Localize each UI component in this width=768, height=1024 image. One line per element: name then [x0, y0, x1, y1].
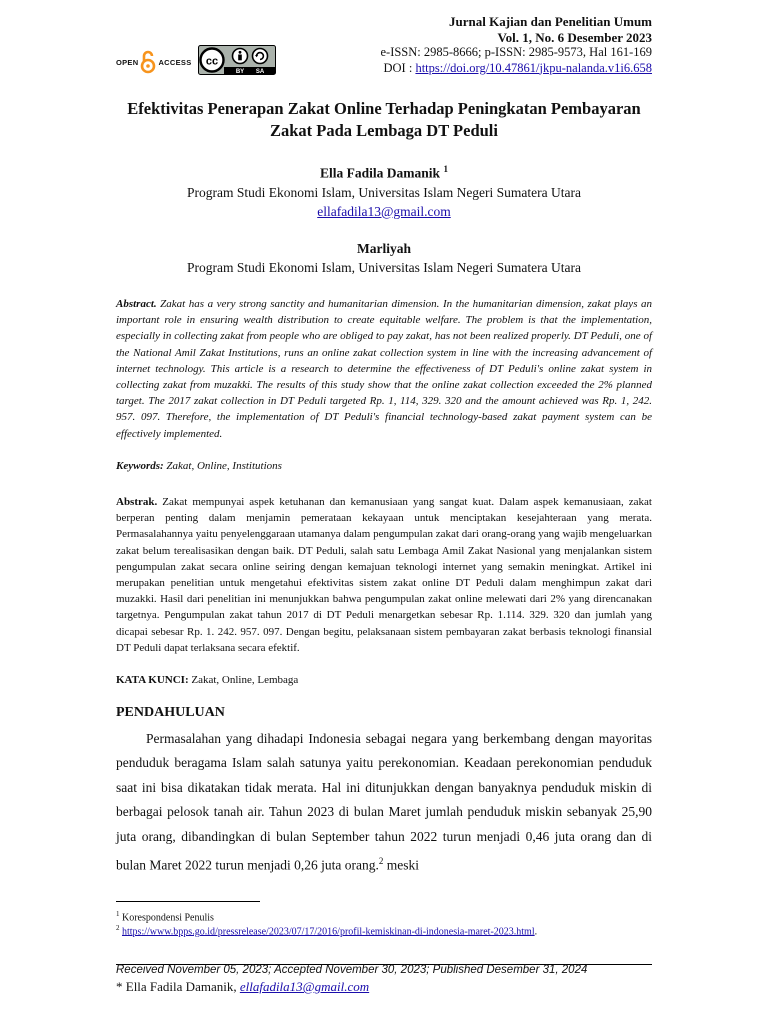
section-heading: PENDAHULUAN [116, 705, 225, 720]
doi-link[interactable]: https://doi.org/10.47861/jkpu-nalanda.v1i6.658 [415, 60, 652, 75]
footnote-2: $^2$ https://www.bpps.go.id/pressrelease/2023/07/17/2016/profil-kemiskinan-di-indonesia-maret-2023.html. [116, 924, 538, 938]
abstract-en-text: Zakat has a very strong sanctity and humanitarian dimension. In the humanitarian dimension, zakat plays an important role in ensuring wealth distribution to create equitable welfare. The problem is that the implementation, especially in collecting zakat from people who are obliged to pay zakat, has not been realized properly. DT Peduli, one of the National Amil Zakat Institutions, runs an online zakat collection system in line with the increasing advancement of internet technology. This article is a research to determine the effectiveness of DT Peduli's online zakat system in collecting zakat from muzakki. The results of this study show that the online zakat collection exceeded the 2% planned target. The 2017 zakat collection in DT Peduli targeted Rp. 1, 114, 329. 320 and the amount achieved was Rp. 1, 242. 957. 097. Therefore, the implementation of DT Peduli's financial technology-based zakat payment system can be effectively implemented. [116, 298, 652, 440]
abstract-id-text: Zakat mempunyai aspek ketuhanan dan kemanusiaan yang sangat kuat. Dalam aspek kemanusiaan, zakat berperan penting dalam menjamin pemerataan kekayaan untuk menciptakan kesejahteraan yang merata. Permasalahannya yaitu penyelenggaraan utamanya dalam pengumpulan zakat dari orang-orang yang wajib mengeluarkan zakat belum terealisasikan dengan baik. DT Peduli, salah satu Lembaga Amil Zakat Nasional yang menjalankan sistem pengumpulan zakat secara online seiring dengan kemajuan teknologi internet yang semakin meningkat. Artikel ini merupakan penelitian untuk mengetahui efektivitas sistem zakat online DT Peduli dalam menghimpun zakat dari muzakki. Hasil dari penelitian ini menunjukkan bahwa pengumpulan zakat online melewati dari 2% yang direncanakan targetnya. Pengumpulan zakat tahun 2017 di DT Peduli menargetkan sebesar Rp. 1.114. 329. 320 dan jumlah yang dicapai sebesar Rp. 1. 242. 957. 097. Dengan begitu, pelaksanaan sistem pembayaran zakat berbasis teknologi finansial DT Peduli dapat terlaksana secara efektif. [116, 496, 652, 654]
received-line: Received November 05, 2023; Accepted November 30, 2023; Published Desember 31, 2024 [116, 964, 588, 976]
abstract-english [116, 296, 652, 442]
journal-volume: Vol. 1, No. 6 Desember 2023 [497, 29, 652, 45]
journal-header [380, 14, 652, 76]
cc-by-sa-badge [198, 45, 276, 80]
doi-label: DOI : [383, 60, 416, 75]
abstract-en-label: Abstract. [116, 298, 157, 310]
footnote-divider [116, 901, 260, 902]
paper-title: Efektivitas Penerapan Zakat Online Terhadap Peningkatan Pembayaran Zakat Pada Lembaga DT Peduli [127, 99, 641, 140]
keywords-en-label: Keywords: [116, 460, 164, 472]
author-affiliation-1: Program Studi Ekonomi Islam, Universitas Islam Negeri Sumatera Utara [186, 184, 582, 200]
keywords-id-text: Zakat, Online, Lembaga [188, 674, 299, 686]
keywords-english [116, 458, 652, 474]
open-access-lock-icon [140, 50, 156, 74]
footnote-1: $^1$ Korespondensi Penulis [116, 910, 214, 924]
share-alike-icon [253, 49, 268, 64]
svg-text:cc: cc [205, 55, 219, 68]
footnote-2-link[interactable]: https://www.bpps.go.id/pressrelease/2023/07/17/2016/profil-kemiskinan-di-indonesia-maret-2023.html [122, 926, 535, 938]
keywords-indonesian [116, 672, 652, 688]
cc-sa-label: SA [255, 69, 265, 75]
keywords-en-text: Zakat, Online, Institutions [163, 460, 282, 472]
keywords-id-label: KATA KUNCI: [116, 674, 189, 686]
abstract-id-label: Abstrak. [116, 496, 158, 508]
corresponding-author: * Ella Fadila Damanik, ellafadila13@gmail.com [116, 979, 370, 994]
journal-name: Jurnal Kajian dan Penelitian Umum [449, 14, 652, 29]
footnote-ref-2[interactable]: 2 [378, 856, 384, 867]
author-block-2 [116, 239, 652, 277]
open-access-logo [116, 50, 192, 74]
author-name-2: Marliyah [357, 241, 411, 256]
cc-by-label: BY [235, 69, 245, 75]
intro-paragraph [116, 727, 652, 878]
journal-issn: e-ISSN: 2985-8666; p-ISSN: 2985-9573, Hal 161-169 [380, 45, 652, 59]
intro-tail: meski [383, 857, 419, 873]
author-name-1: Ella Fadila Damanik $^1$ [320, 164, 448, 181]
intro-text: Permasalahan yang dihadapi Indonesia sebagai negara yang berkembang dengan mayoritas penduduk beragama Islam salah satunya yaitu perekonomian. Keadaan perekonomian penduduk saat ini bisa dikatakan tidak merata. Hal ini ditunjukkan dengan banyaknya penduduk miskin di berbagai pelosok tanah air. Tahun 2023 di bulan Maret jumlah penduduk miskin sebanyak 25,90 juta orang, dibandingkan di bulan September tahun 2022 turun menjadi 0,46 juta orang dan di bulan Maret 2022 turun menjadi 0,26 juta orang. [116, 731, 652, 873]
author-affiliation-2: Program Studi Ekonomi Islam, Universitas Islam Negeri Sumatera Utara [186, 260, 582, 275]
doi-line [380, 61, 652, 77]
open-access-left-text: OPEN [116, 57, 139, 67]
author-block-1 [116, 160, 652, 221]
corresponding-email[interactable]: ellafadila13@gmail.com [239, 979, 370, 994]
open-access-right-text: ACCESS [158, 57, 192, 67]
author-email-1[interactable]: ellafadila13@gmail.com [317, 203, 451, 219]
abstract-indonesian [116, 494, 652, 656]
